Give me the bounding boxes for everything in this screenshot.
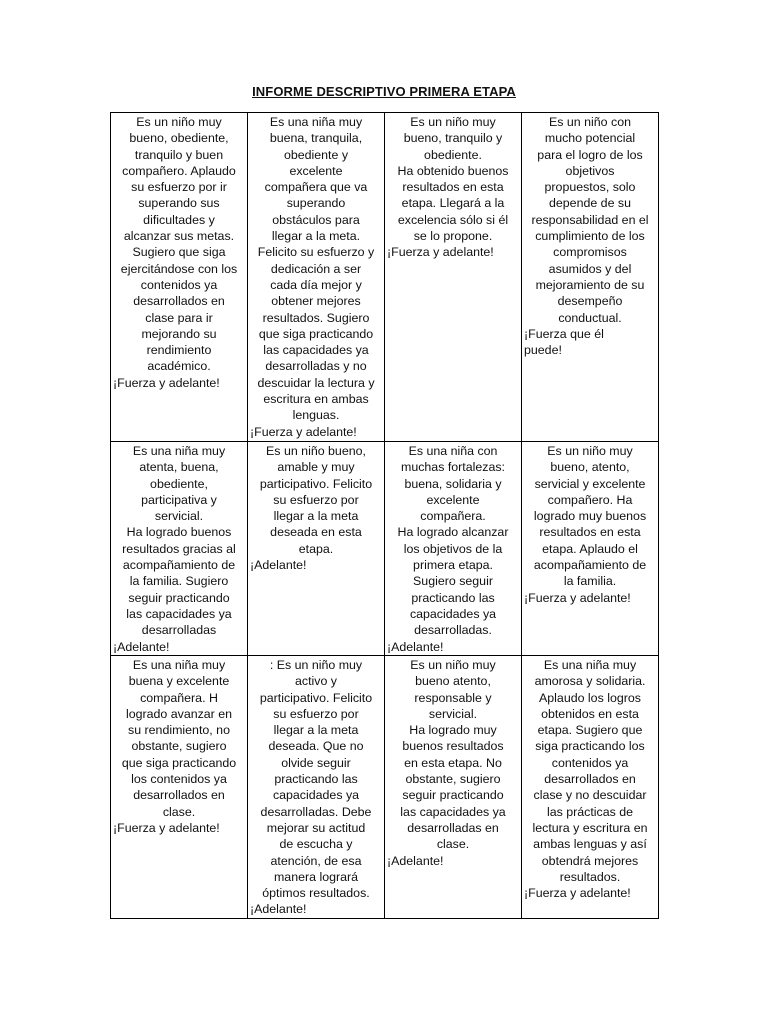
cell-text-line: ¡Adelante! bbox=[250, 902, 307, 917]
cell-text-line: las prácticas de bbox=[546, 804, 634, 819]
cell-text-line: las capacidades ya bbox=[126, 606, 232, 621]
cell-text-line: obediente y bbox=[283, 147, 349, 162]
cell-text-line: desempeño bbox=[557, 294, 623, 309]
cell-text-line: clase para ir bbox=[145, 310, 213, 325]
cell-text-line: Es una niña muy bbox=[132, 444, 226, 458]
cell-text-line: bueno atento, bbox=[415, 674, 491, 689]
cell-text-line: su esfuerzo por bbox=[273, 492, 359, 507]
cell-text-line: para el logro de los bbox=[537, 147, 643, 162]
cell-text-line: responsabilidad en el bbox=[531, 212, 649, 227]
cell-text-line: Ha logrado buenos bbox=[126, 525, 232, 540]
cell-text-line: objetivos bbox=[565, 163, 615, 178]
cell-text-line: ¡Adelante! bbox=[387, 639, 444, 654]
cell-text-line: tranquilo y buen bbox=[134, 147, 224, 162]
report-cell bbox=[385, 442, 522, 656]
cell-text-line: Es un niño muy bbox=[547, 444, 633, 458]
cell-text-line: mucho potencial bbox=[544, 131, 636, 146]
table-row bbox=[111, 656, 659, 919]
cell-text-line: capacidades ya bbox=[409, 606, 497, 621]
cell-text-line: compañera. bbox=[420, 509, 486, 524]
cell-text-line: Es una niña muy bbox=[132, 658, 226, 672]
cell-text-line: ¡Fuerza y adelante! bbox=[250, 424, 357, 439]
cell-text-line: compromisos bbox=[553, 245, 627, 260]
cell-text-line: acompañamiento de bbox=[122, 558, 236, 573]
cell-text-line: llegar a la meta. bbox=[271, 229, 361, 244]
cell-text-line: etapa. bbox=[298, 541, 334, 556]
cell-text-line: : Es un niño muy bbox=[269, 658, 363, 672]
cell-text-line: dedicación a ser bbox=[270, 261, 362, 276]
cell-text-line: participativo. Felicito bbox=[259, 476, 373, 491]
report-cell bbox=[522, 113, 659, 442]
cell-text-line: que siga practicando bbox=[121, 755, 237, 770]
cell-text-line: participativa y bbox=[141, 492, 217, 507]
cell-text-line: contenidos ya bbox=[551, 755, 629, 770]
cell-text-line: contenidos ya bbox=[140, 277, 218, 292]
cell-text-line: desarrolladas. Debe bbox=[260, 804, 372, 819]
cell-text-line: atenta, buena, bbox=[139, 460, 219, 475]
cell-text-line: desarrollados en bbox=[544, 772, 636, 787]
cell-text-line: excelente bbox=[426, 492, 480, 507]
cell-text-line: su rendimiento, no bbox=[128, 723, 230, 738]
cell-text-line: logrado avanzar en bbox=[125, 706, 233, 721]
cell-text-line: ejercitándose con los bbox=[120, 261, 238, 276]
report-cell bbox=[111, 442, 248, 656]
cell-text-line: su esfuerzo por bbox=[273, 706, 359, 721]
cell-text-line: etapa. Sugiero que bbox=[537, 723, 643, 738]
cell-text-line: atención, de esa bbox=[270, 853, 362, 868]
report-cell bbox=[385, 656, 522, 919]
cell-text-line: excelencia sólo si él bbox=[397, 212, 509, 227]
cell-text-line: ¡Fuerza y adelante! bbox=[524, 886, 631, 901]
report-cell bbox=[385, 113, 522, 442]
cell-text-line: manera logrará bbox=[273, 869, 359, 884]
cell-text-line: Ha logrado muy bbox=[409, 723, 497, 738]
cell-text-line: alcanzar sus metas. bbox=[123, 229, 235, 244]
cell-text-line: etapa. Llegará a la bbox=[401, 196, 505, 211]
page-title: INFORME DESCRIPTIVO PRIMERA ETAPA bbox=[252, 84, 516, 99]
cell-text-line: escritura en ambas bbox=[263, 392, 369, 407]
cell-text-line: desarrollados en bbox=[133, 294, 225, 309]
cell-text-line: obtenidos en esta bbox=[541, 706, 639, 721]
cell-text-line: académico. bbox=[147, 359, 211, 374]
cell-text-line: ¡Fuerza y adelante! bbox=[113, 820, 220, 835]
cell-text-line: Es un niño bueno, bbox=[266, 444, 366, 458]
cell-text-line: Felicito su esfuerzo y bbox=[257, 245, 375, 260]
cell-text-line: Es un niño muy bbox=[136, 115, 222, 129]
cell-text-line: resultados en esta bbox=[402, 180, 504, 195]
cell-text-line: Es una niña muy bbox=[269, 115, 363, 129]
cell-text-line: que siga practicando bbox=[258, 326, 374, 341]
cell-text-line: conductual. bbox=[558, 310, 622, 325]
cell-text-line: muchas fortalezas: bbox=[401, 460, 505, 475]
cell-text-line: ¡Fuerza y adelante! bbox=[387, 245, 494, 260]
cell-text-line: bueno, tranquilo y bbox=[403, 131, 503, 146]
cell-text-line: mejorar su actitud bbox=[266, 820, 366, 835]
cell-text-line: amable y muy bbox=[277, 460, 355, 475]
cell-text-line: lectura y escritura en bbox=[532, 820, 648, 835]
cell-text-line: buenos resultados bbox=[402, 739, 504, 754]
cell-text-line: la familia. bbox=[563, 574, 617, 589]
cell-text-line: obediente, bbox=[150, 476, 208, 491]
cell-text-line: servicial y excelente bbox=[534, 476, 646, 491]
cell-text-line: obtener mejores bbox=[271, 294, 361, 309]
cell-text-line: puede! bbox=[524, 343, 562, 358]
cell-text-line: clase. bbox=[162, 804, 196, 819]
cell-text-line: desarrolladas. bbox=[414, 623, 492, 638]
cell-text-line: la familia. Sugiero bbox=[129, 574, 229, 589]
cell-text-line: cumplimiento de los bbox=[535, 229, 645, 244]
cell-text-line: etapa. Aplaudo el bbox=[542, 541, 638, 556]
report-cell bbox=[111, 113, 248, 442]
cell-text-line: obediente. bbox=[424, 147, 482, 162]
cell-text-line: bueno, obediente, bbox=[129, 131, 229, 146]
cell-text-line: desarrolladas y no bbox=[265, 359, 367, 374]
cell-text-line: Ha obtenido buenos bbox=[397, 163, 509, 178]
cell-text-line: compañera que va bbox=[264, 180, 368, 195]
cell-text-line: obstante, sugiero bbox=[131, 739, 227, 754]
cell-text-line: en esta etapa. No bbox=[404, 755, 502, 770]
report-table-body bbox=[111, 113, 659, 919]
cell-text-line: superando bbox=[286, 196, 346, 211]
cell-text-line: su esfuerzo por ir bbox=[131, 180, 227, 195]
cell-text-line: compañera. H bbox=[140, 690, 218, 705]
cell-text-line: deseada en esta bbox=[270, 525, 362, 540]
cell-text-line: superando sus bbox=[138, 196, 220, 211]
cell-text-line: obstante, sugiero bbox=[405, 772, 501, 787]
report-cell bbox=[111, 656, 248, 919]
cell-text-line: Aplaudo los logros bbox=[539, 690, 641, 705]
cell-text-line: buena y excelente bbox=[128, 674, 230, 689]
cell-text-line: servicial. bbox=[428, 706, 478, 721]
cell-text-line: seguir practicando bbox=[128, 590, 230, 605]
cell-text-line: clase y no descuidar bbox=[533, 788, 647, 803]
cell-text-line: Es un niño muy bbox=[410, 115, 496, 129]
cell-text-line: olvide seguir bbox=[281, 755, 351, 770]
cell-text-line: primera etapa. bbox=[413, 558, 493, 573]
table-row bbox=[111, 113, 659, 442]
cell-text-line: Sugiero seguir bbox=[413, 574, 493, 589]
cell-text-line: Es un niño muy bbox=[410, 658, 496, 672]
cell-text-line: buena, solidaria y bbox=[404, 476, 502, 491]
cell-text-line: llegar a la meta bbox=[273, 509, 359, 524]
report-cell bbox=[248, 656, 385, 919]
cell-text-line: desarrolladas bbox=[141, 623, 217, 638]
cell-text-line: las capacidades ya bbox=[400, 804, 506, 819]
cell-text-line: lenguas. bbox=[292, 408, 340, 423]
cell-text-line: rendimiento bbox=[146, 343, 212, 358]
cell-text-line: óptimos resultados. bbox=[262, 886, 370, 901]
cell-text-line: compañero. Aplaudo bbox=[122, 163, 236, 178]
cell-text-line: ¡Adelante! bbox=[387, 853, 444, 868]
cell-text-line: Es una niña con bbox=[408, 444, 498, 458]
cell-text-line: los objetivos de la bbox=[403, 541, 503, 556]
cell-text-line: obstáculos para bbox=[272, 212, 360, 227]
cell-text-line: de escucha y bbox=[279, 837, 353, 852]
cell-text-line: resultados gracias al bbox=[122, 541, 236, 556]
cell-text-line: servicial. bbox=[154, 509, 204, 524]
cell-text-line: ¡Fuerza que él bbox=[524, 326, 604, 341]
cell-text-line: ambas lenguas y así bbox=[533, 837, 647, 852]
cell-text-line: ¡Adelante! bbox=[250, 558, 307, 573]
cell-text-line: ¡Adelante! bbox=[113, 639, 170, 654]
cell-text-line: responsable y bbox=[414, 690, 492, 705]
cell-text-line: mejoramiento de su bbox=[535, 277, 645, 292]
report-cell bbox=[248, 113, 385, 442]
cell-text-line: propuestos, solo bbox=[544, 180, 636, 195]
cell-text-line: las capacidades ya bbox=[263, 343, 369, 358]
report-cell bbox=[522, 656, 659, 919]
cell-text-line: participativo. Felicito bbox=[259, 690, 373, 705]
cell-text-line: Ha logrado alcanzar bbox=[397, 525, 509, 540]
cell-text-line: excelente bbox=[289, 163, 343, 178]
cell-text-line: Sugiero que siga bbox=[132, 245, 226, 260]
cell-text-line: ¡Fuerza y adelante! bbox=[113, 375, 220, 390]
cell-text-line: capacidades ya bbox=[272, 788, 360, 803]
cell-text-line: seguir practicando bbox=[402, 788, 504, 803]
cell-text-line: resultados. Sugiero bbox=[262, 310, 370, 325]
cell-text-line: obtendrá mejores bbox=[541, 853, 639, 868]
cell-text-line: activo y bbox=[294, 674, 337, 689]
table-row bbox=[111, 442, 659, 656]
cell-text-line: practicando las bbox=[274, 772, 358, 787]
cell-text-line: mejorando su bbox=[141, 326, 217, 341]
cell-text-line: deseada. Que no bbox=[268, 739, 364, 754]
cell-text-line: acompañamiento de bbox=[533, 558, 647, 573]
cell-text-line: asumidos y del bbox=[548, 261, 632, 276]
cell-text-line: llegar a la meta bbox=[273, 723, 359, 738]
cell-text-line: logrado muy buenos bbox=[533, 509, 647, 524]
cell-text-line: los contenidos ya bbox=[131, 772, 227, 787]
cell-text-line: depende de su bbox=[549, 196, 631, 211]
report-cell bbox=[248, 442, 385, 656]
cell-text-line: ¡Fuerza y adelante! bbox=[524, 590, 631, 605]
cell-text-line: dificultades y bbox=[143, 212, 215, 227]
cell-text-line: se lo propone. bbox=[413, 229, 493, 244]
cell-text-line: practicando las bbox=[411, 590, 495, 605]
cell-text-line: bueno, atento, bbox=[550, 460, 630, 475]
cell-text-line: resultados en esta bbox=[539, 525, 641, 540]
cell-text-line: cada día mejor y bbox=[270, 277, 362, 292]
cell-text-line: descuidar la lectura y bbox=[257, 375, 375, 390]
cell-text-line: buena, tranquila, bbox=[269, 131, 363, 146]
cell-text-line: clase. bbox=[436, 837, 470, 852]
cell-text-line: Es una niña muy bbox=[543, 658, 637, 672]
cell-text-line: desarrolladas en bbox=[407, 820, 499, 835]
report-table bbox=[110, 112, 659, 919]
cell-text-line: desarrollados en bbox=[133, 788, 225, 803]
cell-text-line: resultados. bbox=[559, 869, 621, 884]
cell-text-line: amorosa y solidaria. bbox=[534, 674, 646, 689]
cell-text-line: siga practicando los bbox=[535, 739, 645, 754]
cell-text-line: Es un niño con bbox=[549, 115, 631, 129]
report-cell bbox=[522, 442, 659, 656]
cell-text-line: compañero. Ha bbox=[547, 492, 633, 507]
